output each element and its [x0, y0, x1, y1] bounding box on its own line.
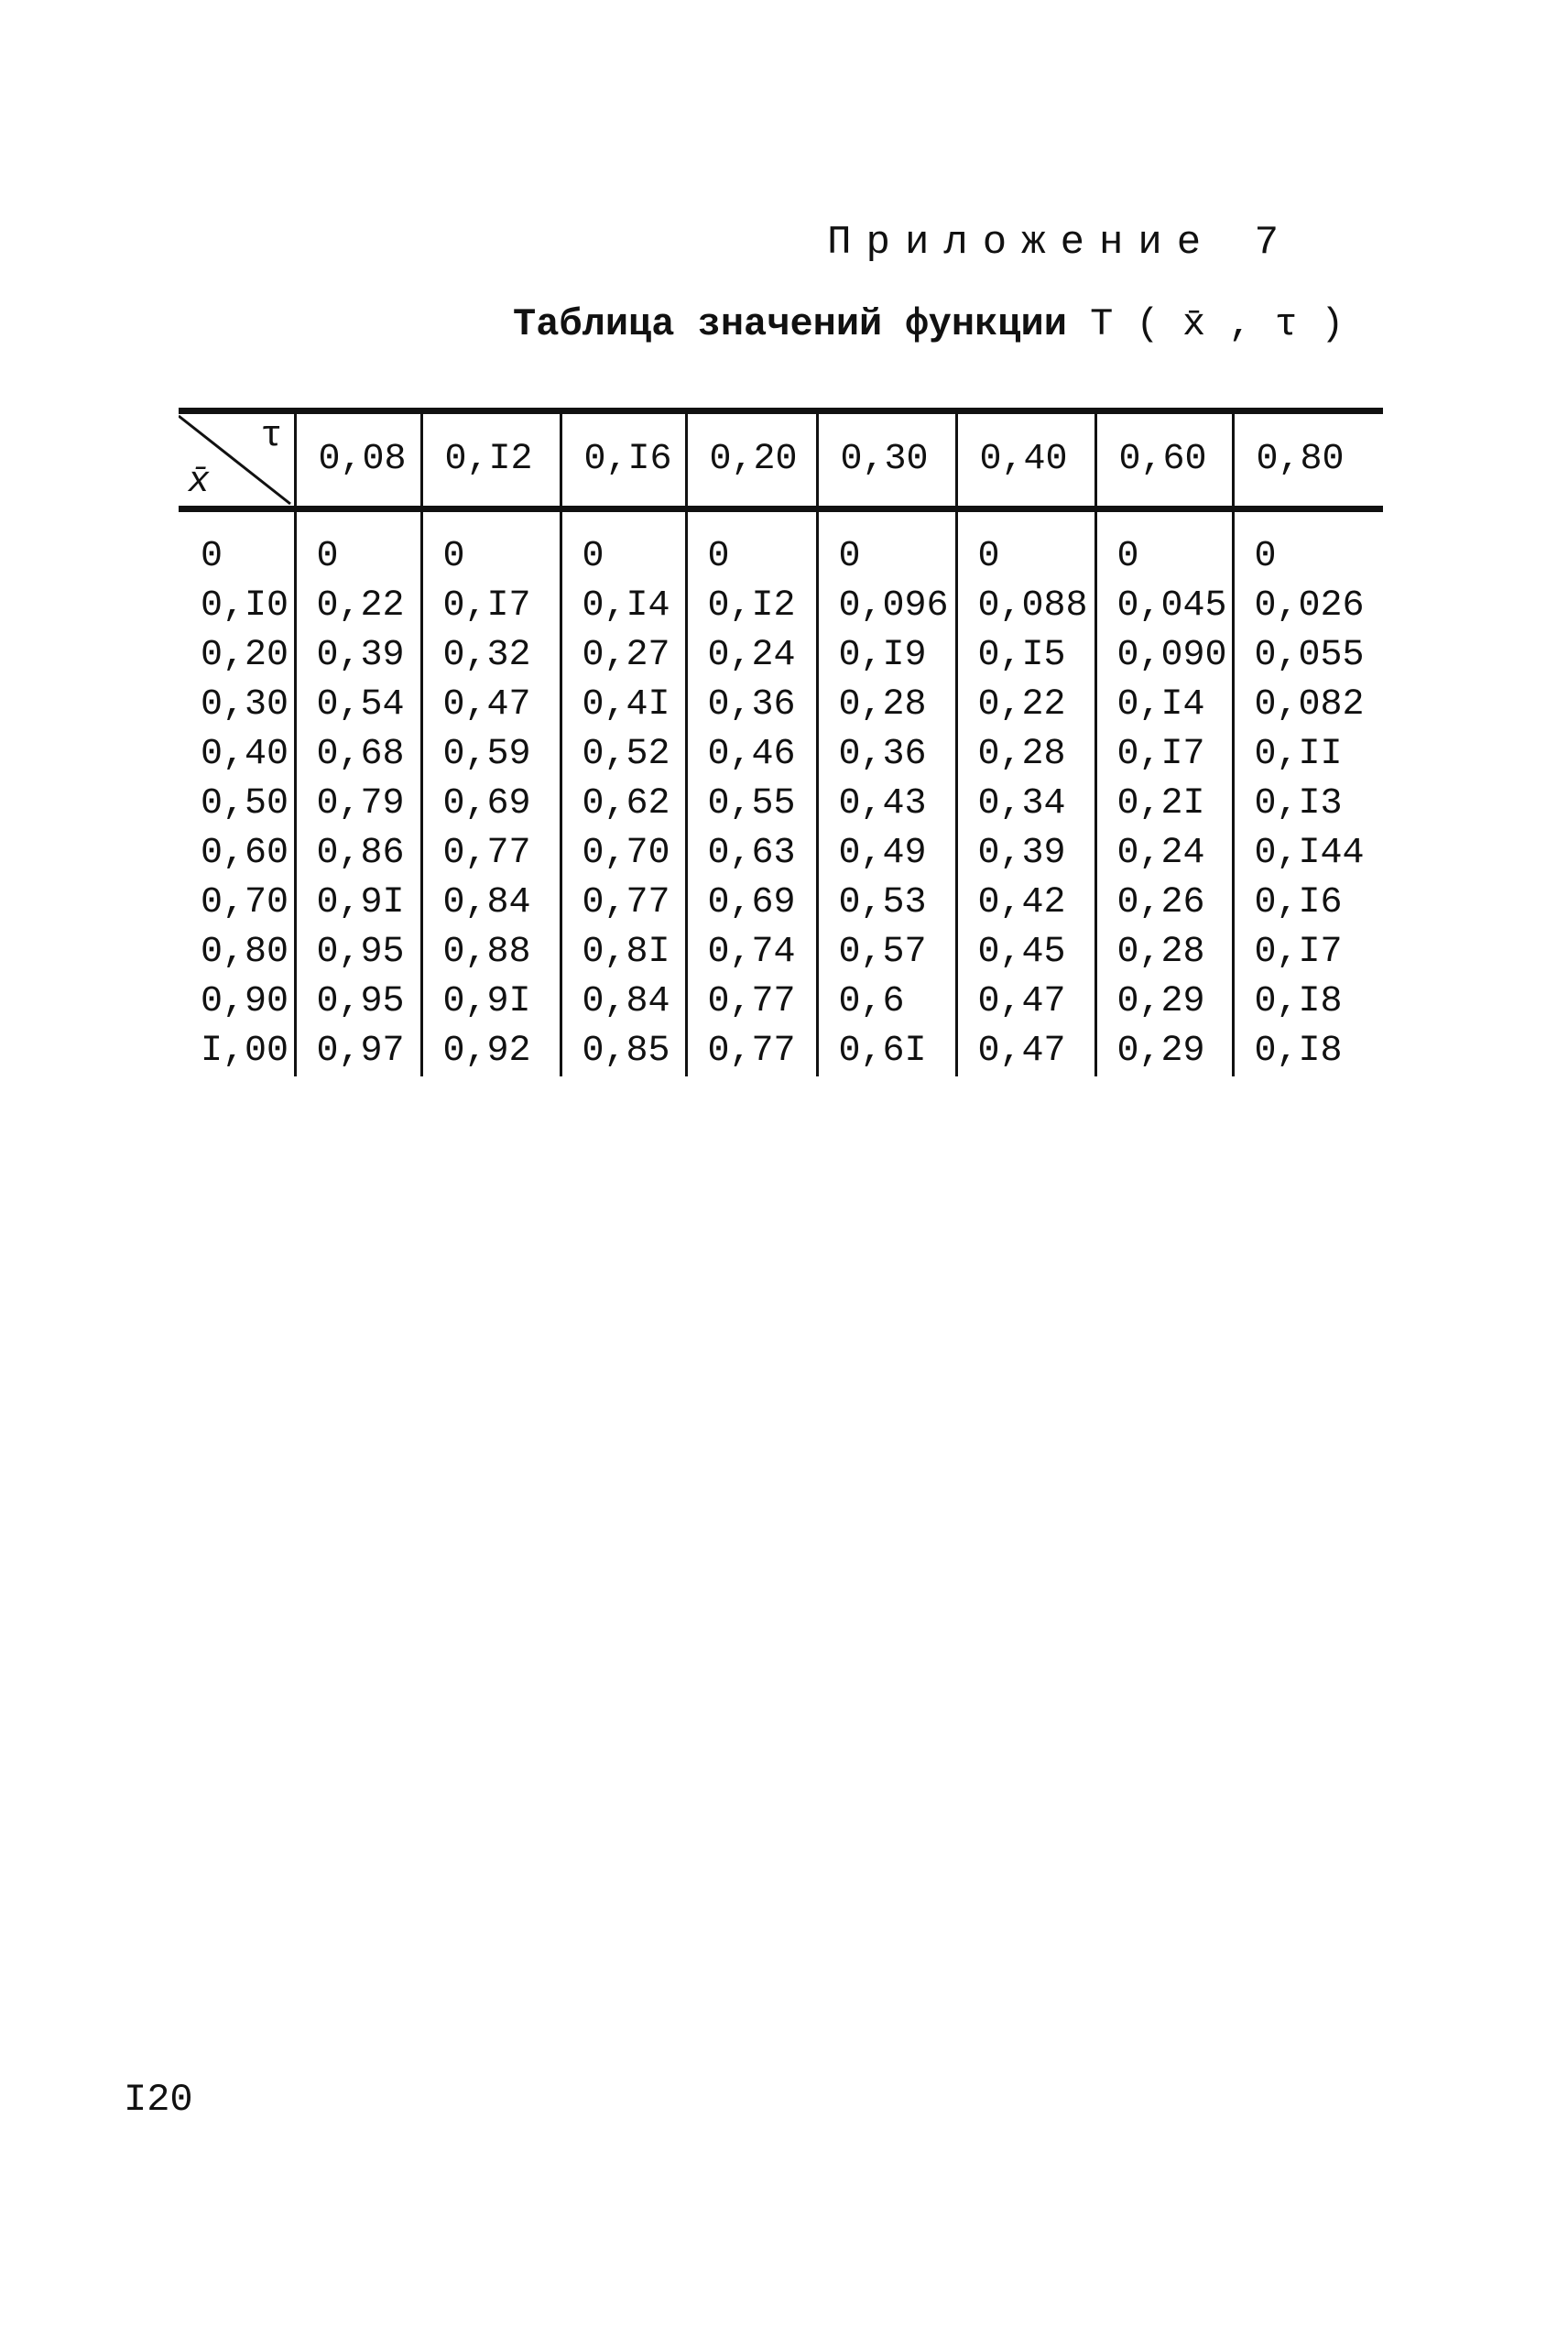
table-cell: 0,36 [686, 681, 817, 730]
table-cell: 0,026 [1233, 582, 1383, 631]
table-cell: 0,49 [817, 829, 956, 879]
table-cell: 0,74 [686, 928, 817, 977]
row-label: 0,40 [201, 734, 289, 775]
table-cell: 0,I8 [1233, 977, 1383, 1027]
table-body [179, 509, 1383, 1077]
table-cell: 0,I2 [686, 582, 817, 631]
table-cell: 0,I8 [1233, 1027, 1383, 1076]
table-cell: 0,47 [956, 1027, 1095, 1076]
table-cell: 0,45 [956, 928, 1095, 977]
table-cell: 0,I9 [817, 631, 956, 681]
table-cell: 0,6I [817, 1027, 956, 1076]
column-header: 0,08 [295, 411, 421, 509]
table-cell: 0,39 [956, 829, 1095, 879]
table-cell: 0 [1233, 509, 1383, 583]
table-cell: 0,69 [421, 780, 561, 829]
table-cell: 0,46 [686, 730, 817, 780]
column-header: 0,40 [956, 411, 1095, 509]
row-label: 0,20 [201, 635, 289, 676]
table-cell: 0,32 [421, 631, 561, 681]
table-cell: 0,97 [295, 1027, 421, 1076]
table-cell: 0,77 [561, 879, 686, 928]
table-cell: 0,22 [295, 582, 421, 631]
table-row [179, 977, 1383, 1027]
table-cell: 0,47 [421, 681, 561, 730]
table-cell: 0,77 [686, 1027, 817, 1076]
table-cell: 0,77 [686, 977, 817, 1027]
table-cell: 0,69 [686, 879, 817, 928]
table-cell: 0 [421, 509, 561, 583]
corner-cell [179, 411, 295, 509]
row-label: 0,90 [201, 981, 289, 1022]
table-cell: 0,2I [1095, 780, 1233, 829]
table-cell: 0 [561, 509, 686, 583]
table-cell: 0,I7 [1233, 928, 1383, 977]
table-cell: 0,88 [421, 928, 561, 977]
table-row [179, 879, 1383, 928]
table-cell: 0,95 [295, 928, 421, 977]
table-cell: 0,9I [295, 879, 421, 928]
table-cell: 0,43 [817, 780, 956, 829]
row-label: I,00 [201, 1031, 289, 1072]
corner-col-symbol: τ [260, 416, 283, 457]
table-cell: 0,I4 [561, 582, 686, 631]
column-header: 0,60 [1095, 411, 1233, 509]
table-cell: 0,I3 [1233, 780, 1383, 829]
table-cell: 0,I4 [1095, 681, 1233, 730]
table-cell: 0,84 [561, 977, 686, 1027]
column-header: 0,I6 [561, 411, 686, 509]
table-cell: 0,36 [817, 730, 956, 780]
table-title-formula: T ( x̄ , τ ) [1090, 302, 1345, 346]
table-cell: 0,62 [561, 780, 686, 829]
row-label: 0,80 [201, 932, 289, 973]
table-cell: 0,92 [421, 1027, 561, 1076]
table-cell: 0,I6 [1233, 879, 1383, 928]
table-cell: 0 [1095, 509, 1233, 583]
table-cell: 0,47 [956, 977, 1095, 1027]
table-cell: 0,39 [295, 631, 421, 681]
table-cell: 0,8I [561, 928, 686, 977]
table-cell: 0,68 [295, 730, 421, 780]
table-cell: 0,57 [817, 928, 956, 977]
table-cell: 0,52 [561, 730, 686, 780]
table-cell: 0,29 [1095, 1027, 1233, 1076]
table-cell: 0,42 [956, 879, 1095, 928]
table-cell: 0,79 [295, 780, 421, 829]
table-title-prefix: Таблица значений функции [513, 302, 1067, 346]
function-values-table [179, 408, 1383, 1076]
table-cell: 0,28 [1095, 928, 1233, 977]
table-row [179, 730, 1383, 780]
table-cell: 0 [295, 509, 421, 583]
table-cell: 0,I5 [956, 631, 1095, 681]
table-cell: 0,86 [295, 829, 421, 879]
table-cell: 0 [817, 509, 956, 583]
column-header: 0,80 [1233, 411, 1383, 509]
table-cell: 0,53 [817, 879, 956, 928]
table-cell: 0,26 [1095, 879, 1233, 928]
table-cell: 0,59 [421, 730, 561, 780]
table-cell: 0,082 [1233, 681, 1383, 730]
table-cell: 0,I7 [421, 582, 561, 631]
table-row [179, 631, 1383, 681]
table-cell: 0,II [1233, 730, 1383, 780]
table-cell: 0,6 [817, 977, 956, 1027]
table-cell: 0,045 [1095, 582, 1233, 631]
table-cell: 0,34 [956, 780, 1095, 829]
table-cell: 0,096 [817, 582, 956, 631]
table-row [179, 780, 1383, 829]
table-cell: 0 [956, 509, 1095, 583]
table-cell: 0,4I [561, 681, 686, 730]
row-label: 0,60 [201, 833, 289, 874]
column-header: 0,20 [686, 411, 817, 509]
table-cell: 0,77 [421, 829, 561, 879]
table-row [179, 928, 1383, 977]
table-cell: 0,I7 [1095, 730, 1233, 780]
row-label: 0,30 [201, 684, 289, 726]
table-row [179, 582, 1383, 631]
table-cell: 0,055 [1233, 631, 1383, 681]
table-row [179, 1027, 1383, 1076]
table-cell: 0,090 [1095, 631, 1233, 681]
table-cell: 0,28 [956, 730, 1095, 780]
function-values-table-wrap [179, 408, 1383, 1076]
table-cell: 0,70 [561, 829, 686, 879]
row-label: 0 [201, 536, 223, 577]
table-cell: 0,84 [421, 879, 561, 928]
table-title [513, 302, 1344, 346]
table-row [179, 829, 1383, 879]
table-cell: 0,63 [686, 829, 817, 879]
row-label: 0,70 [201, 882, 289, 923]
table-cell: 0,28 [817, 681, 956, 730]
table-cell: 0,088 [956, 582, 1095, 631]
table-cell: 0,55 [686, 780, 817, 829]
table-cell: 0,29 [1095, 977, 1233, 1027]
row-label: 0,50 [201, 783, 289, 824]
header-row [179, 411, 1383, 509]
corner-row-symbol: x̄ [188, 462, 211, 503]
table-cell: 0,85 [561, 1027, 686, 1076]
table-cell: 0,54 [295, 681, 421, 730]
table-cell: 0,22 [956, 681, 1095, 730]
column-header: 0,I2 [421, 411, 561, 509]
table-cell: 0,24 [1095, 829, 1233, 879]
table-row [179, 509, 1383, 583]
table-cell: 0,I44 [1233, 829, 1383, 879]
page-number: I20 [124, 2078, 193, 2122]
table-row [179, 681, 1383, 730]
table-cell: 0,9I [421, 977, 561, 1027]
table-cell: 0,95 [295, 977, 421, 1027]
table-cell: 0 [686, 509, 817, 583]
row-label: 0,I0 [201, 585, 289, 627]
appendix-label: Приложение 7 [827, 220, 1293, 266]
table-cell: 0,24 [686, 631, 817, 681]
column-header: 0,30 [817, 411, 956, 509]
table-cell: 0,27 [561, 631, 686, 681]
